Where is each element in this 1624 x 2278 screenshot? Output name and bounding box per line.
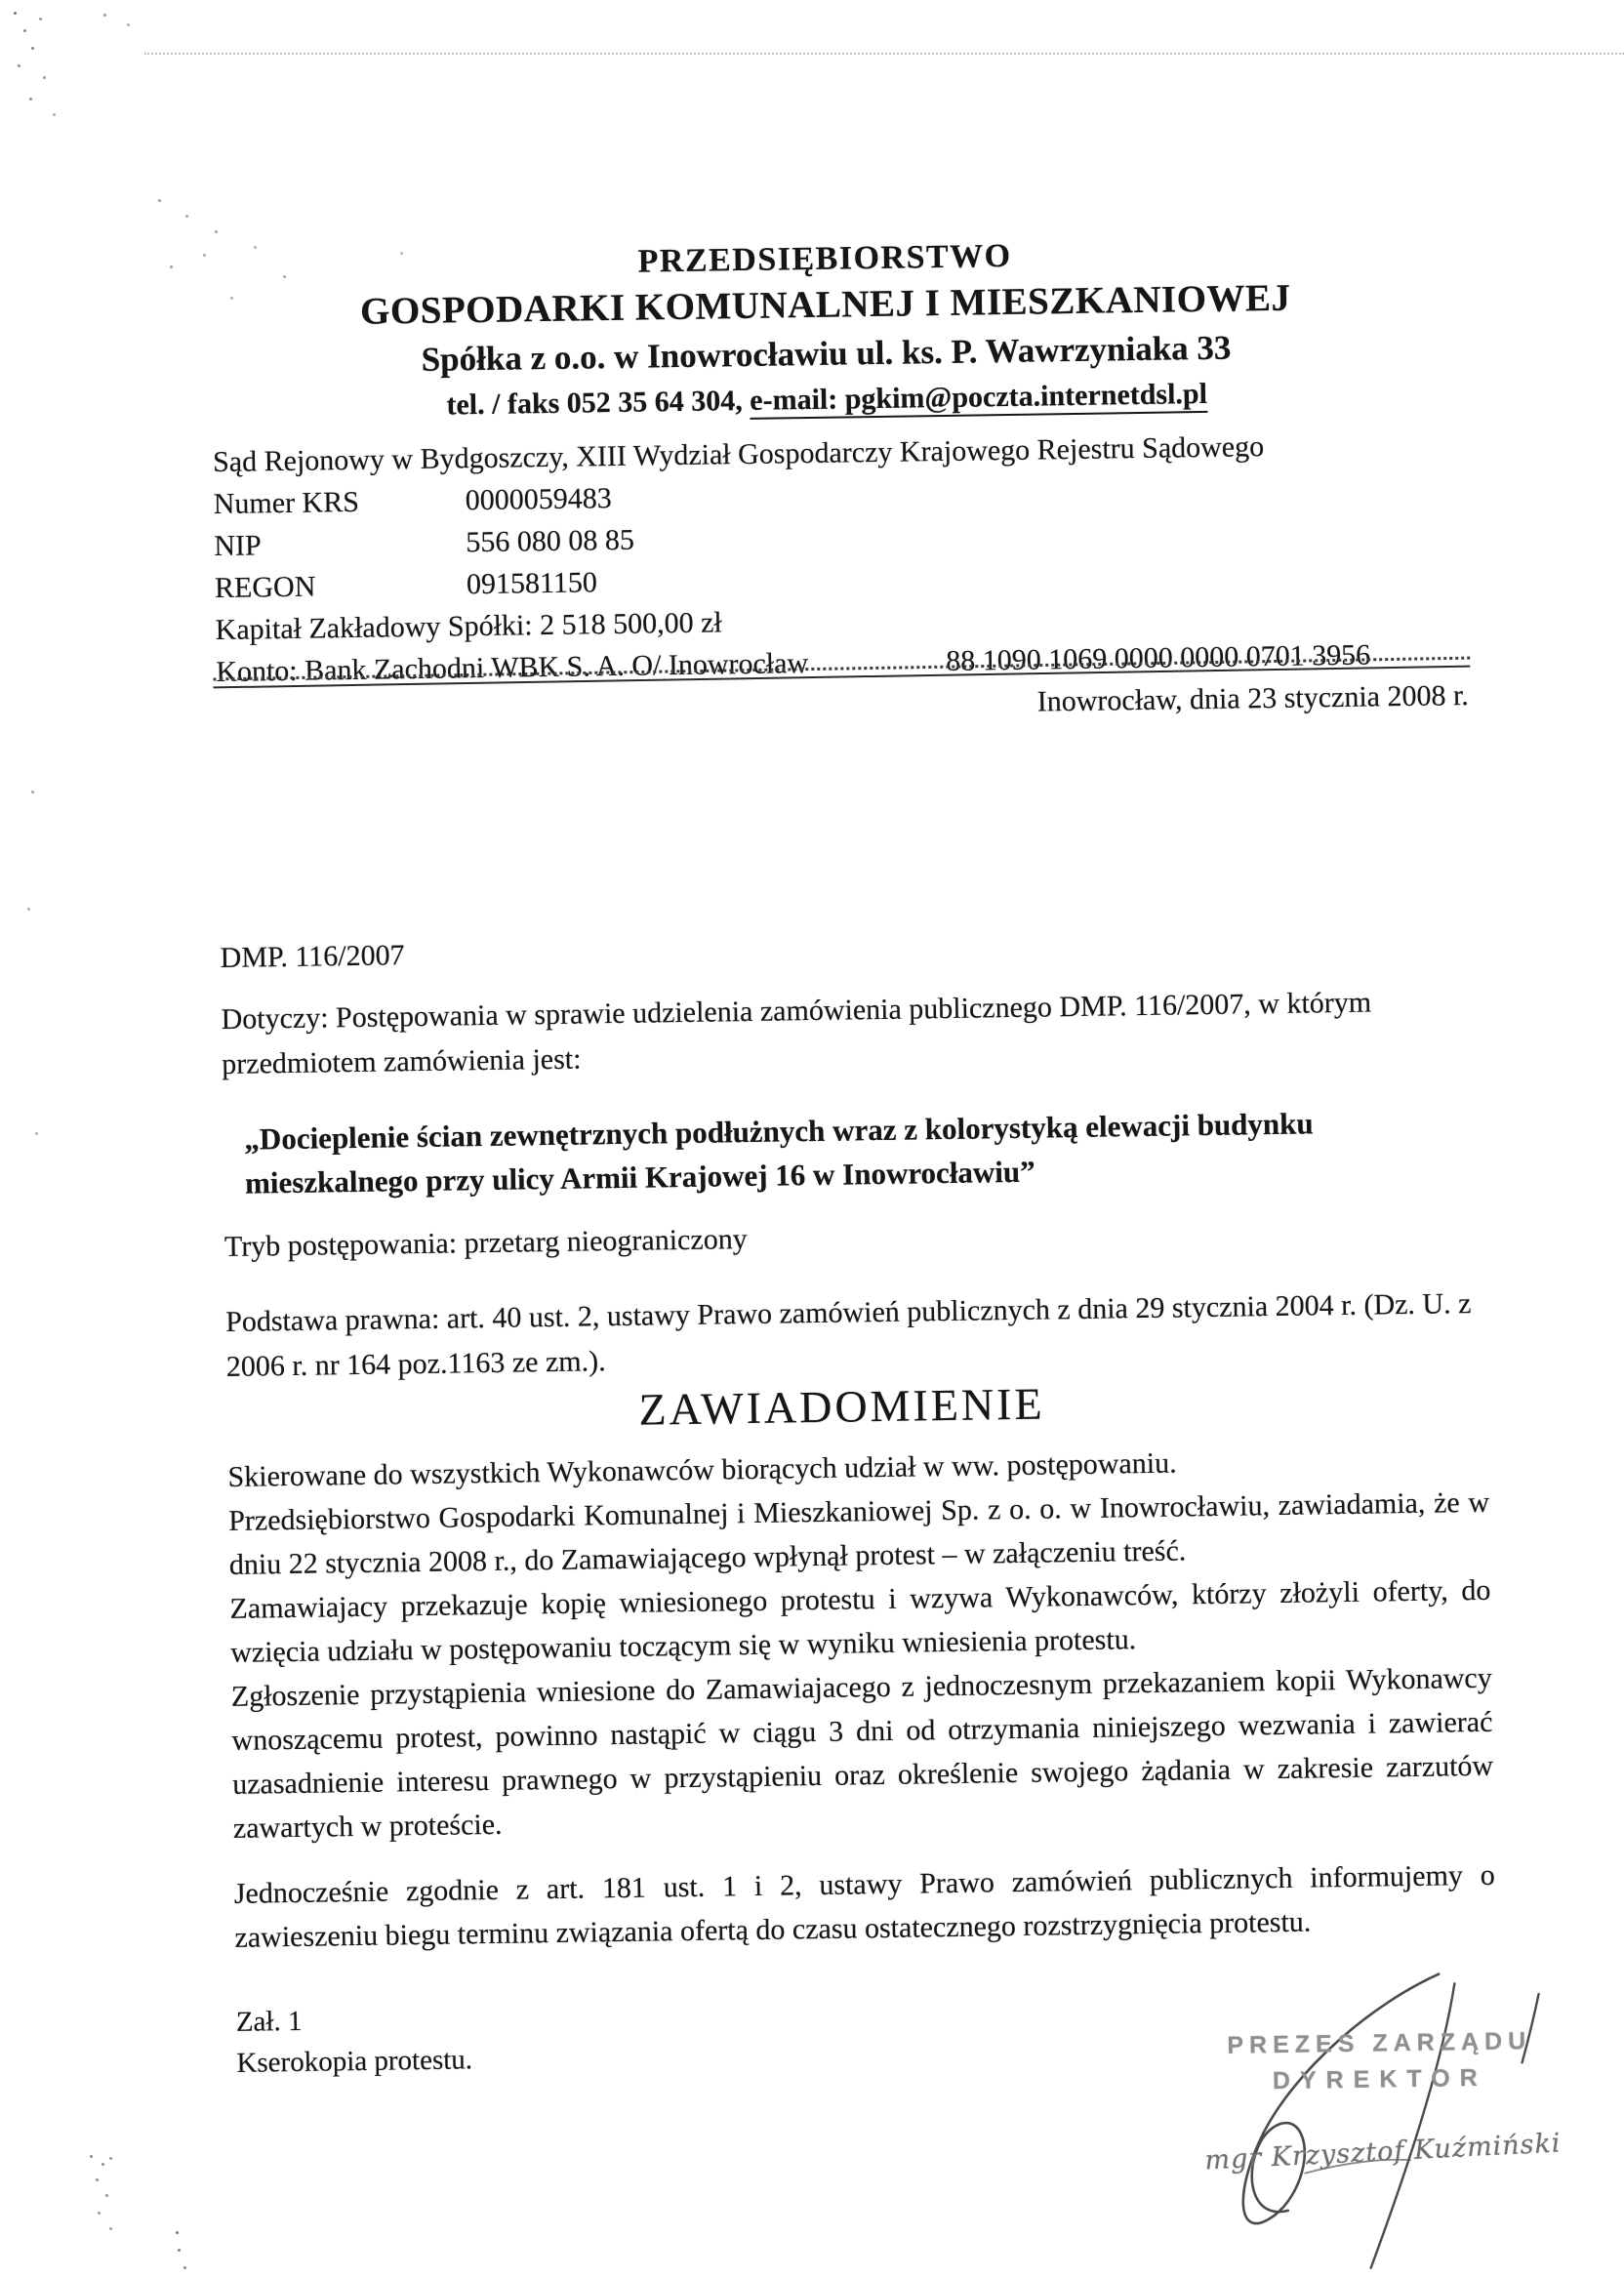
notice-body (227, 1437, 1496, 1960)
attachment-block (236, 1998, 473, 2084)
body-paragraph-2: Przedsiębiorstwo Gospodarki Komunalnej i Mieszkaniowej Sp. z o. o. w Inowrocławiu, zawiadamia, że w dniu 22 stycznia 2008 r., do Zamawiającego wpłynął protest – w załączeniu treść. (227, 1485, 1490, 1581)
contract-subject-bold: „Docieplenie ścian zewnętrznych podłużnych wraz z kolorystyką elewacji budynku mieszkalnego przy ulicy Armii Krajowej 16 w Inowrocławiu” (244, 1106, 1314, 1200)
email-address: e-mail: pgkim@poczta.internetdsl.pl (750, 378, 1207, 420)
position-stamp (1180, 2026, 1579, 2096)
company-name-line1: PRZEDSIĘBIORSTWO (637, 237, 1012, 280)
handwritten-signature-flourish (1146, 1968, 1599, 2273)
body-paragraph-1: Skierowane do wszystkich Wykonawców biorących udział w ww. postępowaniu. (227, 1446, 1177, 1493)
capital-line: Kapitał Zakładowy Spółki: 2 518 500,00 zł (215, 606, 722, 647)
letterhead (156, 230, 1496, 427)
signatory-name: mgr Krzysztof Kuźmiński (1203, 2128, 1563, 2176)
place-and-date-line: Inowrocław, dnia 23 stycznia 2008 r. (1036, 678, 1470, 718)
company-address-line: Spółka z o.o. w Inowrocławiu ul. ks. P. Wawrzyniaka 33 (421, 328, 1232, 379)
company-registry-block (213, 423, 1476, 693)
notice-heading: ZAWIADOMIENIE (638, 1378, 1045, 1435)
company-name-line2: GOSPODARKI KOMUNALNEJ I MIESZKANIOWEJ (359, 276, 1291, 333)
attachment-description: Kserokopia protestu. (236, 2044, 473, 2079)
court-registry-line: Sąd Rejonowy w Bydgoszczy, XIII Wydział Gospodarczy Krajowego Rejestru Sądowego (212, 430, 1265, 479)
account-number: 88 1090 1069 0000 0000 0701 3956 (945, 638, 1371, 677)
nip-label: NIP (214, 529, 262, 563)
stamp-title-line2: DYREKTOR (1272, 2063, 1487, 2095)
body-paragraph-4: Zgłoszenie przystąpienia wniesione do Zamawiajacego z jednoczesnym przekazaniem kopii Wykonawcy wnoszącemu protest, powinno nastąpić w ciągu 3 dni od otrzymania niniejszego wezwania i zawierać uzasadnienie interesu prawnego w przystąpieniu oraz określenie swojego żądania w zakresie zarzutów zawartych w proteście. (230, 1661, 1494, 1845)
attachment-label: Zał. 1 (235, 2005, 303, 2038)
krs-label: Numer KRS (213, 485, 360, 521)
legal-basis-paragraph: Podstawa prawna: art. 40 ust. 2, ustawy Prawo zamówień publicznych z dnia 29 stycznia 2004 r. (Dz. U. z 2006 r. nr 164 poz.1163 ze zm.). (224, 1287, 1472, 1383)
regon-label: REGON (214, 570, 316, 605)
body-paragraph-5: Jednocześnie zgodnie z art. 181 ust. 1 i 2, ustawy Prawo zamówień publicznych informujemy o zawieszeniu biegu terminu związania ofertą do czasu ostatecznego rozstrzygnięcia protestu. (233, 1858, 1495, 1954)
nip-value: 556 080 08 85 (466, 523, 635, 559)
body-paragraph-3: Zamawiajacy przekazuje kopię wniesionego protestu i wzywa Wykonawców, którzy złożyli oferty, do wzięcia udziału w postępowaniu toczącym się w wyniku wniesienia protestu. (229, 1573, 1491, 1669)
case-reference-number: DMP. 116/2007 (220, 939, 405, 974)
procedure-mode-line: Tryb postępowania: przetarg nieograniczony (223, 1223, 748, 1263)
regarding-paragraph: Dotyczy: Postępowania w sprawie udzielenia zamówienia publicznego DMP. 116/2007, w którym przedmiotem zamówienia jest: (221, 986, 1372, 1080)
account-label: Konto: Bank Zachodni WBK S. A. O/ Inowrocław (216, 647, 809, 689)
krs-value: 0000059483 (465, 482, 612, 517)
phone-fax: tel. / faks 052 35 64 304, (446, 384, 751, 422)
scan-noise (10, 8, 13, 11)
regon-value: 091581150 (466, 566, 598, 601)
stamp-title-line1: PREZES ZARZĄDU (1227, 2027, 1532, 2059)
